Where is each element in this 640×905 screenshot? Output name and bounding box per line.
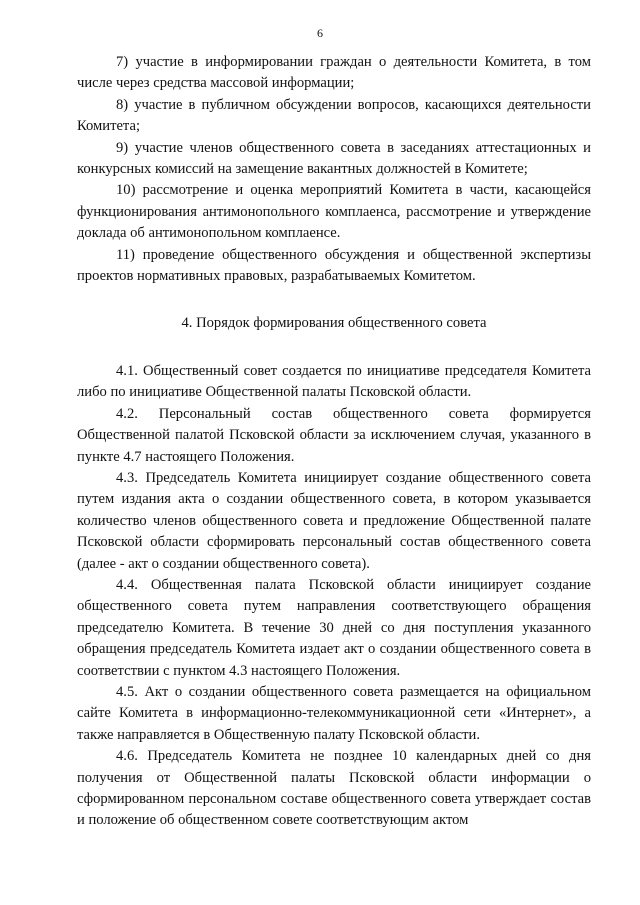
list-item-7: 7) участие в информировании граждан о деятельности Комитета, в том числе через средства массовой информации; xyxy=(77,54,591,92)
page-number: 6 xyxy=(317,26,323,40)
clause-4-4: 4.4. Общественная палата Псковской области инициирует создание общественного совета путем направления соответствующего обращения председателю Комитета. В течение 30 дней со дня поступления указанного обращения председатель Комитета издает акт о создании общественного совета в соответствии с пунктом 4.3 настоящего Положения. xyxy=(77,576,591,679)
clause-4-2: 4.2. Персональный состав общественного совета формируется Общественной палатой Псковской области за исключением случая, указанного в пункте 4.7 настоящего Положения. xyxy=(77,405,591,465)
document-body xyxy=(77,52,591,832)
clause-4-6: 4.6. Председатель Комитета не позднее 10 календарных дней со дня получения от Общественной палаты Псковской области информации о сформированном персональном составе общественного совета утверждает состав и положение об общественном совете соответствующим актом xyxy=(77,748,591,829)
list-item-10: 10) рассмотрение и оценка мероприятий Комитета в части, касающейся функционирования антимонопольного комплаенса, рассмотрение и утверждение доклада об антимонопольном комплаенсе. xyxy=(77,182,591,242)
clause-4-3: 4.3. Председатель Комитета инициирует создание общественного совета путем издания акта о создании общественного совета, в котором указывается количество членов общественного совета и предложение Общественной палате Псковской области сформировать персональный состав общественного совета (далее - акт о создании общественного совета). xyxy=(77,469,591,572)
section-heading: 4. Порядок формирования общественного совета xyxy=(181,315,487,332)
list-item-11: 11) проведение общественного обсуждения и общественной экспертизы проектов нормативных правовых, разрабатываемых Комитетом. xyxy=(77,246,591,285)
list-item-8: 8) участие в публичном обсуждении вопросов, касающихся деятельности Комитета; xyxy=(77,96,591,135)
clause-4-1: 4.1. Общественный совет создается по инициативе председателя Комитета либо по инициативе Общественной палаты Псковской области. xyxy=(77,362,591,401)
clause-4-5: 4.5. Акт о создании общественного совета размещается на официальном сайте Комитета в информационно-телекоммуникационной сети «Интернет», а также направляется в Общественную палату Псковской области. xyxy=(77,683,591,743)
list-item-9: 9) участие членов общественного совета в заседаниях аттестационных и конкурсных комиссий на замещение вакантных должностей в Комитете; xyxy=(77,139,591,178)
